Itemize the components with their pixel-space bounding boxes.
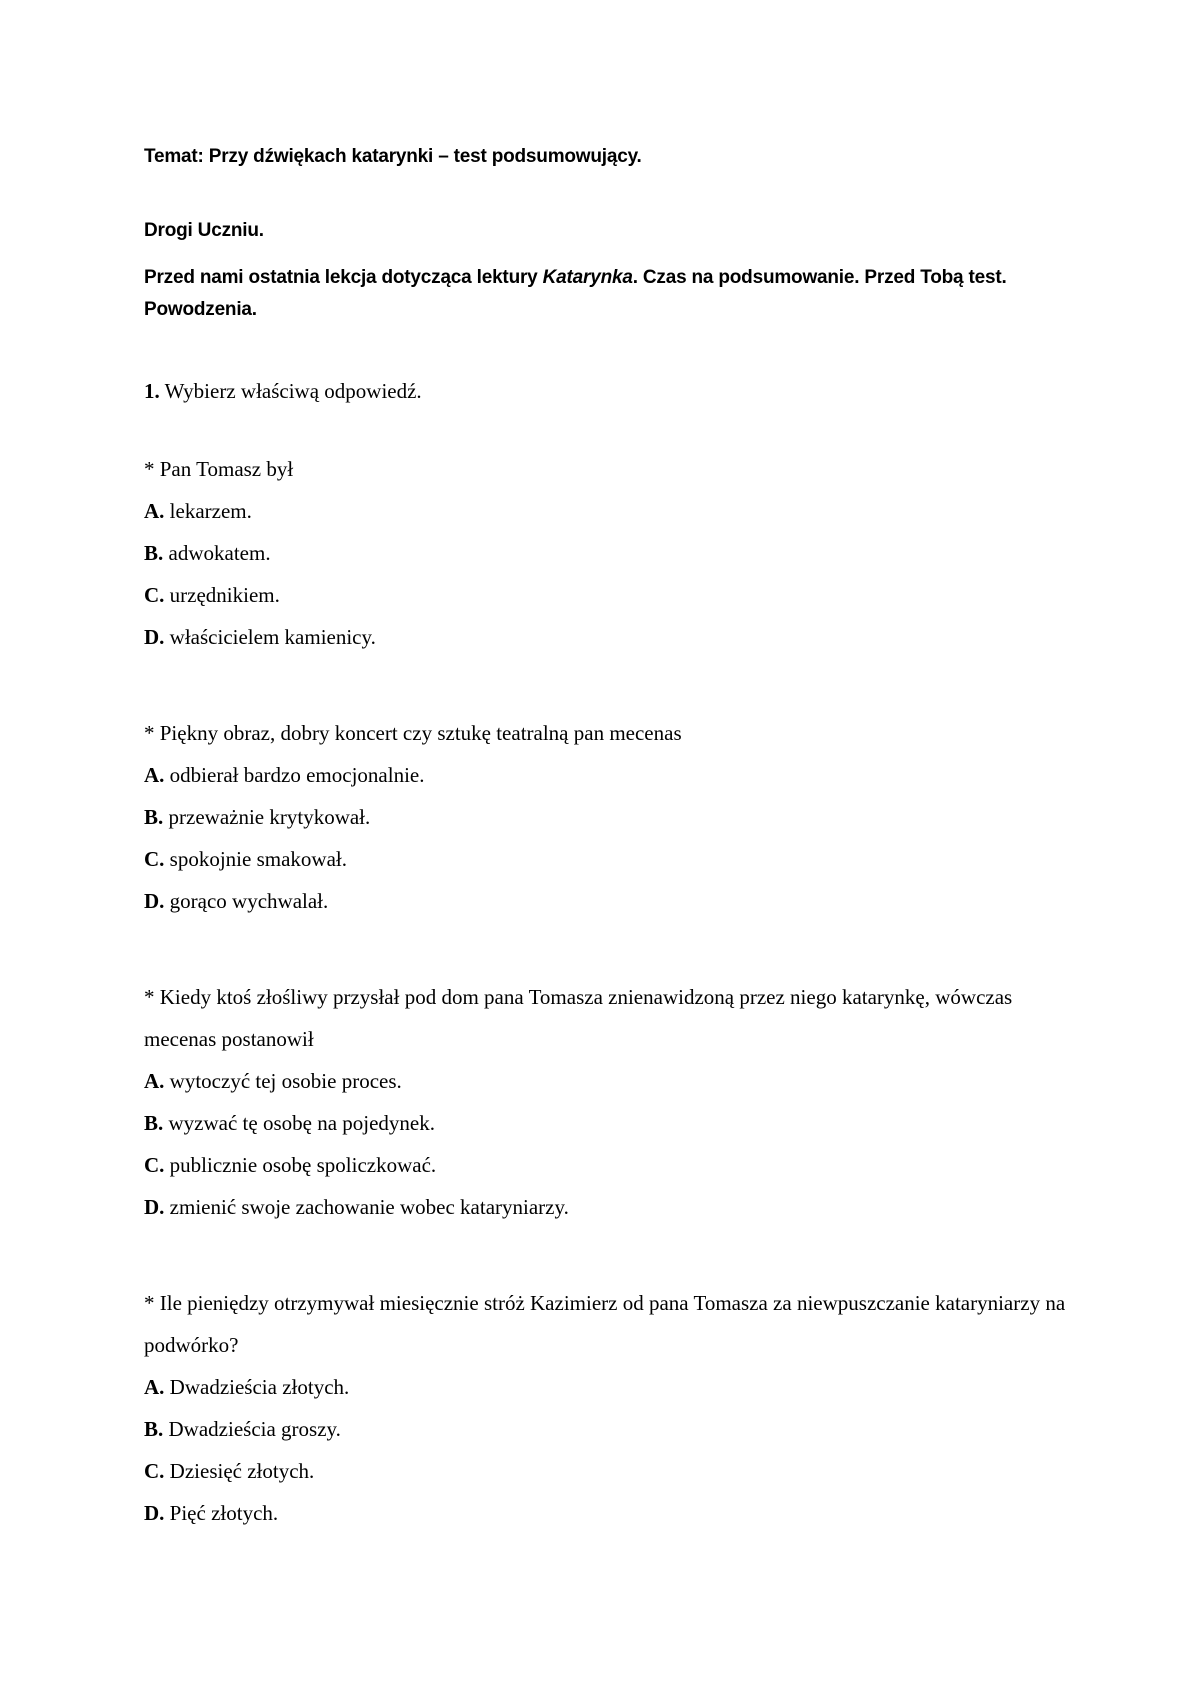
answer-option bbox=[144, 796, 1074, 838]
option-text: zmienić swoje zachowanie wobec kataryniarzy. bbox=[164, 1195, 569, 1219]
answer-option bbox=[144, 1408, 1074, 1450]
answer-option bbox=[144, 532, 1074, 574]
book-title: Katarynka bbox=[542, 267, 633, 288]
task-instruction bbox=[144, 376, 1074, 406]
answer-option bbox=[144, 1102, 1074, 1144]
option-text: Dwadzieścia groszy. bbox=[163, 1417, 341, 1441]
option-text: Pięć złotych. bbox=[164, 1501, 279, 1525]
option-letter: D. bbox=[144, 625, 165, 649]
intro-text-after: . Czas na podsumowanie. Przed Tobą test. Powodzenia. bbox=[144, 267, 1007, 320]
option-letter: A. bbox=[144, 763, 165, 787]
answer-option bbox=[144, 616, 1074, 658]
question-text: * Kiedy ktoś złośliwy przysłał pod dom pana Tomasza znienawidzoną przez niego katarynkę, wówczas mecenas postanowił bbox=[144, 985, 1013, 1051]
answer-option bbox=[144, 490, 1074, 532]
question-text: * Piękny obraz, dobry koncert czy sztukę teatralną pan mecenas bbox=[144, 721, 682, 745]
option-text: adwokatem. bbox=[163, 541, 271, 565]
option-text: wyzwać tę osobę na pojedynek. bbox=[163, 1111, 436, 1135]
task-text: Wybierz właściwą odpowiedź. bbox=[159, 379, 422, 403]
option-text: gorąco wychwalał. bbox=[164, 889, 329, 913]
option-letter: B. bbox=[144, 805, 164, 829]
option-letter: B. bbox=[144, 541, 164, 565]
option-letter: A. bbox=[144, 1069, 165, 1093]
option-letter: C. bbox=[144, 583, 165, 607]
option-letter: D. bbox=[144, 1501, 165, 1525]
option-text: spokojnie smakował. bbox=[164, 847, 347, 871]
option-text: lekarzem. bbox=[164, 499, 252, 523]
option-text: przeważnie krytykował. bbox=[163, 805, 371, 829]
option-text: Dwadzieścia złotych. bbox=[164, 1375, 350, 1399]
intro-paragraph bbox=[144, 262, 1074, 326]
option-letter: A. bbox=[144, 1375, 165, 1399]
option-letter: C. bbox=[144, 1153, 165, 1177]
question-1 bbox=[144, 448, 1074, 658]
option-letter: B. bbox=[144, 1417, 164, 1441]
question-3 bbox=[144, 976, 1074, 1228]
option-letter: B. bbox=[144, 1111, 164, 1135]
answer-option bbox=[144, 1060, 1074, 1102]
document-page bbox=[144, 142, 1074, 1534]
option-text: właścicielem kamienicy. bbox=[164, 625, 376, 649]
question-text: * Ile pieniędzy otrzymywał miesięcznie stróż Kazimierz od pana Tomasza za niewpuszczanie kataryniarzy na podwórko? bbox=[144, 1291, 1066, 1357]
greeting: Drogi Uczniu. bbox=[144, 220, 264, 241]
task-number: 1. bbox=[144, 379, 160, 403]
option-letter: D. bbox=[144, 889, 165, 913]
answer-option bbox=[144, 1144, 1074, 1186]
question-4 bbox=[144, 1282, 1074, 1534]
option-text: odbierał bardzo emocjonalnie. bbox=[164, 763, 425, 787]
intro-text-before: Przed nami ostatnia lekcja dotycząca lektury bbox=[144, 267, 543, 288]
answer-option bbox=[144, 574, 1074, 616]
answer-option bbox=[144, 1186, 1074, 1228]
answer-option bbox=[144, 1450, 1074, 1492]
lesson-title: Temat: Przy dźwiękach katarynki – test podsumowujący. bbox=[144, 146, 642, 167]
answer-option bbox=[144, 1366, 1074, 1408]
answer-option bbox=[144, 754, 1074, 796]
option-text: urzędnikiem. bbox=[164, 583, 280, 607]
answer-option bbox=[144, 1492, 1074, 1534]
option-text: publicznie osobę spoliczkować. bbox=[164, 1153, 437, 1177]
option-letter: D. bbox=[144, 1195, 165, 1219]
option-letter: A. bbox=[144, 499, 165, 523]
answer-option bbox=[144, 880, 1074, 922]
option-letter: C. bbox=[144, 847, 165, 871]
option-text: Dziesięć złotych. bbox=[164, 1459, 315, 1483]
question-2 bbox=[144, 712, 1074, 922]
answer-option bbox=[144, 838, 1074, 880]
option-text: wytoczyć tej osobie proces. bbox=[164, 1069, 402, 1093]
option-letter: C. bbox=[144, 1459, 165, 1483]
question-text: * Pan Tomasz był bbox=[144, 457, 294, 481]
